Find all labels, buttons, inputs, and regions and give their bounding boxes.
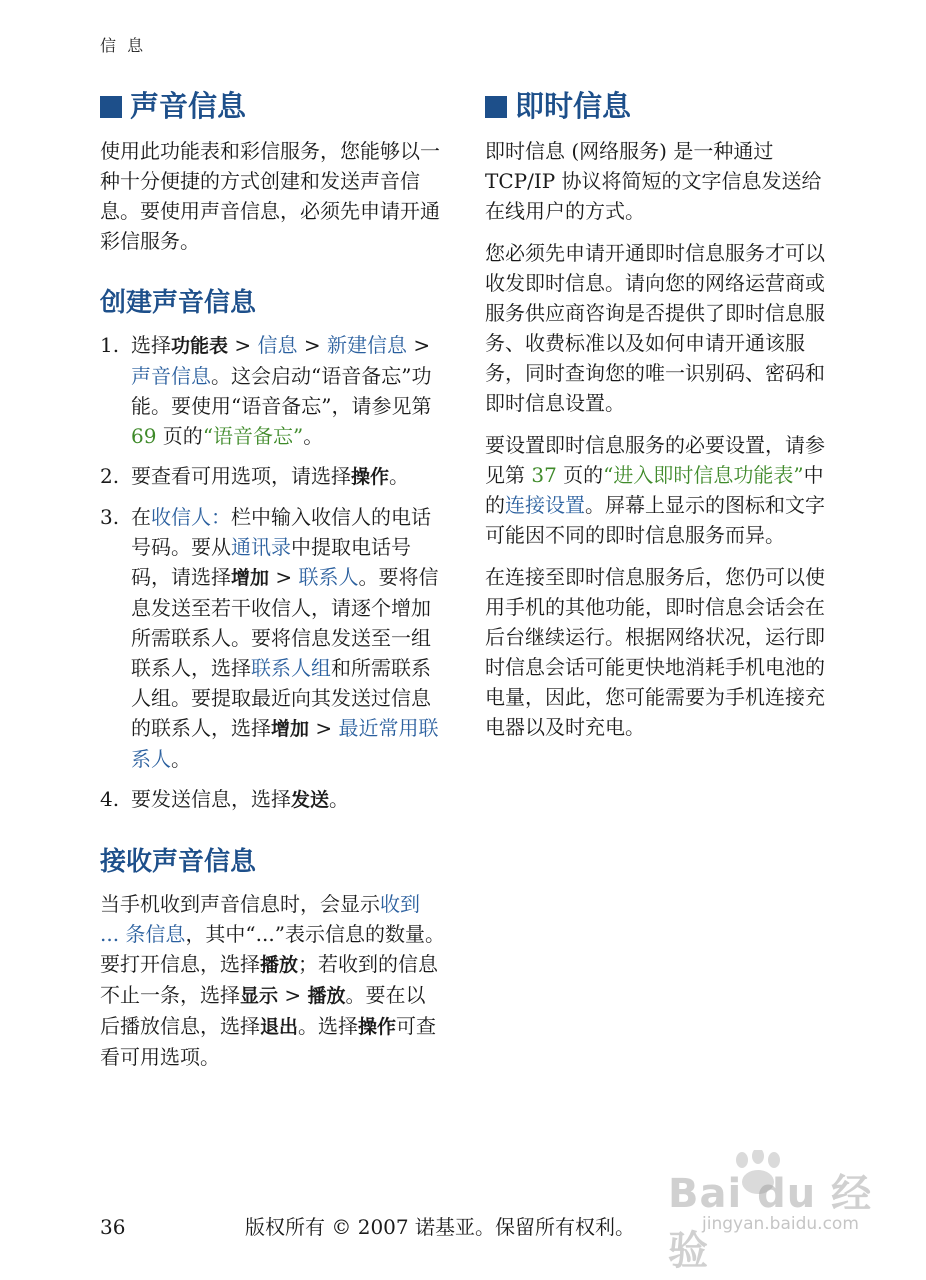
menu-term-link: 新建信息	[326, 333, 407, 357]
body-text: 。选择	[298, 1014, 359, 1038]
list-item	[100, 330, 445, 451]
menu-term: 退出	[260, 1016, 299, 1038]
body-text: 。屏幕上显示的图标和文字可能因不同的即时信息服务而异。	[485, 493, 825, 547]
screen-text-link: 收到 ... 条信息	[100, 892, 420, 946]
section-title-voice-messages	[100, 88, 445, 124]
menu-term: 操作	[351, 466, 390, 488]
section-title-text: 声音信息	[130, 89, 247, 123]
im-paragraph-2: 您必须先申请开通即时信息服务才可以收发即时信息。请向您的网络运营商或服务供应商咨询是否提供了即时信息服务、收费标准以及如何申请开通该服务，同时查询您的唯一识别码、密码和即时信息设置。	[485, 241, 825, 415]
subsection-title-create: 创建声音信息	[100, 288, 257, 318]
voice-intro-paragraph: 使用此功能表和彩信服务，您能够以一种十分便捷的方式创建和发送声音信息。要使用声音信息，必须先申请开通彩信服务。	[100, 139, 440, 253]
step-text: 栏中输入收信人的电话号码。要从	[131, 505, 431, 559]
path-separator: >	[278, 983, 308, 1007]
section-reference-link[interactable]: “语音备忘”	[202, 424, 304, 448]
menu-term: 增加	[231, 567, 270, 589]
body-text: 页的	[556, 463, 604, 487]
left-column	[100, 88, 445, 1084]
menu-term-link: 最近常用联系人	[131, 716, 439, 771]
im-paragraph-4: 在连接至即时信息服务后，您仍可以使用手机的其他功能，即时信息会话会在后台继续运行。根据网络状况，运行即时信息会话可能更快地消耗手机电池的电量，因此，您可能需要为手机连接充电器以及时充电。	[485, 565, 825, 739]
menu-term: 增加	[271, 718, 310, 740]
watermark-url: jingyan.baidu.com	[702, 1214, 859, 1234]
body-text: ；若收到的信息不止一条，选择	[100, 952, 439, 1007]
baidu-watermark	[668, 1150, 898, 1274]
list-item	[100, 784, 445, 815]
watermark-logo-text: Bai du 经验	[668, 1171, 873, 1274]
menu-term: 发送	[291, 789, 330, 811]
path-separator: >	[269, 565, 299, 589]
step-text: 要发送信息，选择	[131, 787, 291, 811]
step-text: 要查看可用选项，请选择	[131, 464, 351, 488]
menu-term-link: 通讯录	[231, 535, 291, 559]
menu-term-link: 收信人：	[151, 505, 231, 529]
menu-term-link: 连接设置	[505, 493, 585, 517]
step-number: 1.	[100, 333, 120, 357]
step-text: 。	[303, 424, 324, 448]
im-paragraph-1: 即时信息 (网络服务) 是一种通过 TCP/IP 协议将简短的文字信息发送给在线用户的方式。	[485, 139, 822, 223]
right-column	[485, 88, 830, 754]
body-text: 要设置即时信息服务的必要设置，请参见第	[485, 433, 825, 487]
list-item	[100, 502, 445, 774]
list-item	[100, 461, 445, 492]
section-title-text: 即时信息	[515, 89, 632, 123]
menu-term: 功能表	[171, 335, 229, 357]
menu-term: 播放	[307, 985, 346, 1007]
step-number: 2.	[100, 464, 120, 488]
subsection-title-receive: 接收声音信息	[100, 847, 257, 877]
step-text: 中提取电话号码，请选择	[131, 535, 411, 589]
path-separator: >	[406, 333, 431, 357]
step-text: 和所需联系人组。要提取最近向其发送过信息的联系人，选择	[131, 656, 431, 740]
menu-term-link: 信息	[257, 333, 298, 357]
menu-term: 操作	[358, 1016, 397, 1038]
body-text: 当手机收到声音信息时，会显示	[100, 892, 380, 916]
menu-term-link: 联系人组	[251, 656, 331, 680]
path-separator: >	[297, 333, 327, 357]
section-reference-link[interactable]: “进入即时信息功能表”	[603, 463, 804, 487]
step-text: 选择	[131, 333, 171, 357]
running-header: 信 息	[100, 36, 147, 55]
body-text: 中的	[485, 463, 824, 517]
step-text: 。	[389, 464, 410, 488]
page-reference-link[interactable]: 37	[531, 463, 557, 487]
step-text: 在	[131, 505, 151, 529]
page-number: 36	[100, 1215, 126, 1239]
body-text: ，其中“...”表示信息的数量。要打开信息，选择	[100, 922, 445, 976]
body-text: 。要在以后播放信息，选择	[100, 983, 426, 1038]
step-text: 。	[171, 747, 191, 771]
step-text: 页的	[156, 424, 203, 448]
section-title-instant-messages	[485, 88, 830, 124]
menu-term-link: 联系人	[298, 565, 359, 589]
menu-term-link: 声音信息	[131, 364, 211, 388]
step-number: 3.	[100, 505, 120, 529]
page-reference-link[interactable]: 69	[131, 424, 157, 448]
create-steps-list	[100, 330, 445, 815]
step-text: 。	[329, 787, 350, 811]
menu-term: 显示	[240, 985, 279, 1007]
square-bullet-icon	[100, 96, 122, 118]
square-bullet-icon	[485, 96, 507, 118]
receive-paragraph	[100, 889, 445, 1072]
im-paragraph-3	[485, 430, 830, 550]
path-separator: >	[309, 716, 339, 740]
copyright-notice: 版权所有 © 2007 诺基亚。保留所有权利。	[245, 1215, 635, 1239]
menu-term: 播放	[260, 954, 299, 976]
path-separator: >	[228, 333, 258, 357]
step-number: 4.	[100, 787, 120, 811]
step-text: 。这会启动“语音备忘”功能。要使用“语音备忘”，请参见第	[131, 364, 432, 418]
step-text: 。要将信息发送至若干收信人，请逐个增加所需联系人。要将信息发送至一组联系人，选择	[131, 565, 439, 680]
body-text: 可查看可用选项。	[100, 1014, 437, 1069]
